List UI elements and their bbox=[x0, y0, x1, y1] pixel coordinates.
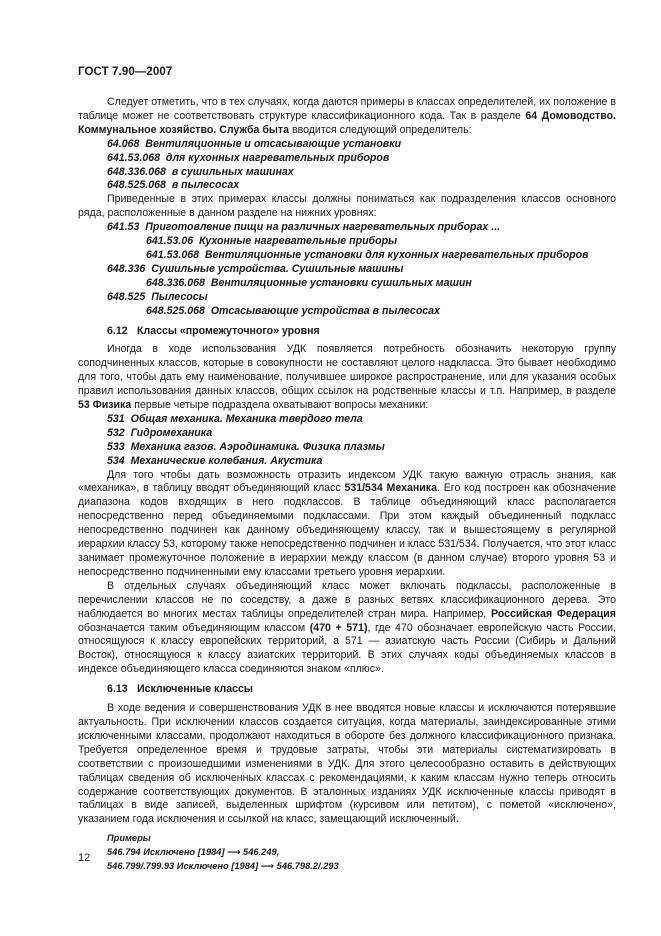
example-item bbox=[78, 413, 616, 427]
class-code: 641.53.068 bbox=[107, 151, 161, 164]
class-reference: 531/534 Механика bbox=[344, 482, 437, 495]
paragraph-text: Для того чтобы дать возможность отразить индексом УДК такую важную отрасль знания, как «механика», в таблицу вводят объединяющий класс bbox=[78, 468, 616, 495]
class-label: Механика газов. Аэродинамика. Физика плазмы bbox=[130, 440, 385, 453]
class-label: Сушильные устройства. Сушильные машины bbox=[151, 262, 404, 275]
hierarchy-item bbox=[78, 277, 616, 291]
class-code: 534 bbox=[107, 454, 125, 467]
section-title: Исключенные классы bbox=[137, 683, 253, 696]
example-item bbox=[78, 166, 616, 180]
example-item bbox=[78, 427, 616, 441]
paragraph-2: Приведенные в этих примерах классы должны пониматься как подразделения классов основного ряда, расположенные в данном разделе на нижних уровнях: bbox=[78, 193, 616, 220]
class-code: 531 bbox=[107, 412, 125, 425]
class-code: 64.068 bbox=[107, 137, 140, 150]
document-header: ГОСТ 7.90—2007 bbox=[78, 66, 173, 78]
hierarchy-item bbox=[78, 235, 616, 249]
paragraph-text: Следует отметить, что в тех случаях, когда даются примеры в классах определителей, их положение в таблице может не соответствовать структуре классификационного кода. Так в разделе bbox=[78, 96, 616, 122]
paragraph-3 bbox=[78, 343, 616, 413]
class-label: Механические колебания. Акустика bbox=[130, 454, 323, 467]
class-label: Вентиляционные установки для кухонных нагревательных приборов bbox=[204, 248, 589, 261]
class-label: Общая механика. Механика твердого тела bbox=[130, 412, 363, 425]
class-code: 648.525.068 bbox=[146, 304, 205, 317]
section-reference: 53 Физика bbox=[78, 399, 132, 412]
paragraph-6: В ходе ведения и совершенствования УДК в нее вводятся новые классы и исключаются потерявшие актуальность. При исключении классов создается ситуация, когда материалы, заиндексированные этими исключенными классами, продолжают находиться в обороте без должного классификационного признака. Требуется определенное время и трудовые затраты, чтобы эти материалы систематизировать в соответствии с произошедшими изменениями в УДК. Для этого целесообразно оставить в действующих таблицах сведения об исключенных классах с рекомендациями, к каким классам нужно теперь относить содержание соответствующих документов. В эталонных изданиях УДК исключенные классы приводят в таблицах в виде записей, выделенных шрифтом (курсивом или петитом), с пометой «исключено», указанием года исключения и ссылкой на класс, замещающий исключенный. bbox=[78, 702, 616, 826]
class-code: 641.53.068 bbox=[146, 248, 200, 261]
paragraph-text: , где 470 обозначает европейскую часть России, относящуюся к классу европейских территорий, а 571 — азиатскую часть России (Сибирь и Дальний Восток), относящуюся к классу азиатских территорий. В этих случаях коды объединяемых классов в индексе объединяющего класса соединяются знаком «плюс». bbox=[78, 621, 616, 676]
class-reference: (470 + 571) bbox=[309, 621, 368, 634]
example-list-2 bbox=[78, 413, 616, 469]
paragraph-text: В отдельных случаях объединяющий класс может включать подклассы, расположенные в перечислении классов не по соседству, а даже в разных ветвях классификационного дерева. Это наблюдается во многих местах таблицы определителей стран мира. Например, bbox=[78, 579, 616, 620]
example-item bbox=[78, 152, 616, 166]
section-title: Классы «промежуточного» уровня bbox=[137, 324, 320, 337]
class-code: 648.525 bbox=[107, 290, 146, 303]
example-item bbox=[78, 138, 616, 152]
class-code: 533 bbox=[107, 440, 125, 453]
hierarchy-item bbox=[78, 249, 616, 263]
class-label: Вентиляционные и отсасывающие установки bbox=[145, 137, 402, 150]
example-line: 546.799/.799.93 Исключено [1984] ⟶ 546.798.2/.293 bbox=[107, 861, 339, 872]
section-heading-6-12 bbox=[107, 325, 616, 339]
section-reference: 64 Домоводство. Коммунальное хозяйство. Служба быта bbox=[78, 109, 617, 136]
class-code: 648.336.068 bbox=[146, 276, 205, 289]
section-number: 6.12 bbox=[107, 324, 128, 337]
example-item bbox=[78, 179, 616, 193]
page-number: 12 bbox=[78, 852, 91, 864]
class-code: 648.336 bbox=[107, 262, 146, 275]
class-label: для кухонных нагревательных приборов bbox=[165, 151, 390, 164]
examples-block bbox=[78, 831, 616, 873]
paragraph-text: вводится следующий определитель: bbox=[289, 123, 472, 136]
class-code: 641.53.06 bbox=[146, 235, 194, 248]
class-code: 641.53 bbox=[107, 221, 140, 234]
class-code: 532 bbox=[107, 426, 125, 439]
example-item bbox=[78, 441, 616, 455]
paragraph-4 bbox=[78, 469, 616, 580]
example-line: 546.794 Исключено [1984] ⟶ 546.249, bbox=[107, 847, 280, 858]
class-code: 648.525.068 bbox=[107, 179, 166, 192]
section-number: 6.13 bbox=[107, 683, 128, 696]
paragraph-text: . Его код построен как обозначение диапазона кодов входящих в него подклассов. В таблице объединяющий класс располагается непосредственно перед объединяемыми подклассами. При этом каждый объединенный подкласс непосредственно подчинен как данному объединяющему классу, так и вышестоящему в регулярной иерархии классу 53, которому также непосредственно подчинен и класс 531/534. Получается, что этот класс занимает промежуточное положение в иерархии между классом (в данном случае) второго уровня 53 и непосредственно подчиненными ему классами третьего уровня иерархии. bbox=[78, 482, 616, 578]
hierarchy-item bbox=[78, 305, 616, 319]
class-label: Приготовление пищи на различных нагревательных приборах ... bbox=[145, 221, 501, 234]
class-label: Отсасывающие устройства в пылесосах bbox=[210, 304, 440, 317]
class-label: Вентиляционные установки сушильных машин bbox=[210, 276, 472, 289]
paragraph-5 bbox=[78, 580, 616, 677]
hierarchy-item bbox=[78, 221, 616, 235]
paragraph-1 bbox=[78, 96, 616, 138]
class-label: в пылесосах bbox=[171, 179, 240, 192]
examples-title: Примеры bbox=[107, 833, 151, 844]
class-code: 648.336.068 bbox=[107, 165, 166, 178]
hierarchy-item bbox=[78, 291, 616, 305]
paragraph-text: обозначается таким объединяющим классом bbox=[78, 621, 310, 634]
class-label: в сушильных машинах bbox=[171, 165, 294, 178]
document-body bbox=[78, 96, 616, 873]
class-label: Гидромеханика bbox=[130, 426, 213, 439]
hierarchy-item bbox=[78, 263, 616, 277]
paragraph-text: Иногда в ходе использования УДК появляется потребность обозначить некоторую группу соподчиненных классов, которые в совокупности не составляют целого надкласса. Это бывает необходимо для того, чтобы дать ему наименование, получившее широкое распространение, или для указания особых правил использования данных классов, общих ссылок на родственные классы и т.п. Например, в разделе bbox=[78, 343, 616, 398]
hierarchy-list bbox=[78, 221, 616, 318]
class-label: Пылесосы bbox=[151, 290, 208, 303]
paragraph-text: первые четыре подраздела охватывают вопросы механики: bbox=[131, 399, 429, 412]
class-reference: Российская Федерация bbox=[490, 607, 616, 620]
example-item bbox=[78, 455, 616, 469]
example-list-1 bbox=[78, 138, 616, 194]
class-label: Кухонные нагревательные приборы bbox=[199, 235, 398, 248]
section-heading-6-13 bbox=[107, 683, 616, 697]
